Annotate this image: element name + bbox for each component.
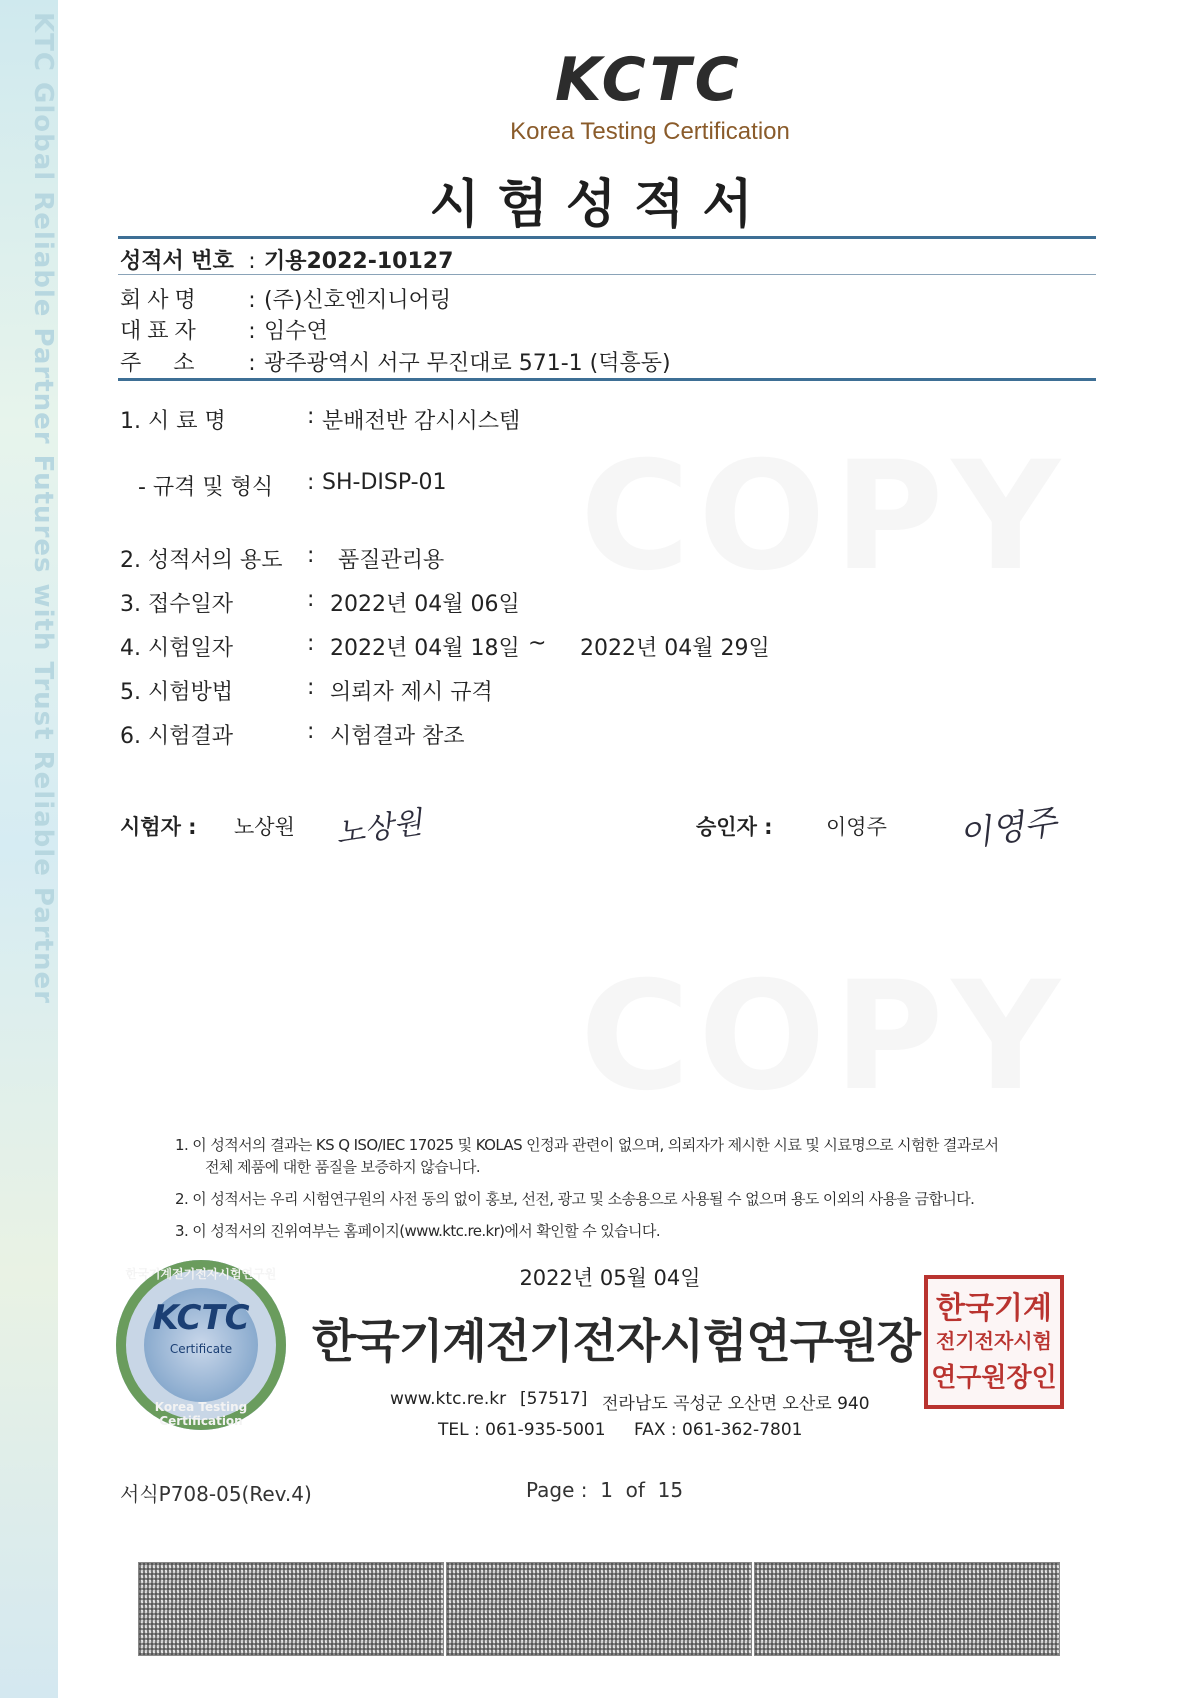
purpose-value: 품질관리용 (338, 548, 445, 573)
stamp-line-2: 전기전자시험 (936, 1329, 1052, 1353)
watermark (580, 430, 1068, 604)
side-band-text: KTC Global Reliable Partner Futures with Trust Reliable Partner (28, 12, 58, 1004)
sub-rule (118, 274, 1096, 275)
bottom-rule (118, 378, 1096, 381)
note-1-line-2: 전체 제품에 대한 품질을 보증하지 않습니다. (205, 1158, 481, 1176)
note-2: 2. 이 성적서는 우리 시험연구원의 사전 동의 없이 홍보, 선전, 광고 및 소송용으로 사용될 수 없으며 용도 이외의 사용을 금합니다. (175, 1190, 975, 1208)
report-number-value: 기용2022-10127 (264, 249, 454, 274)
report-number-row (120, 244, 453, 275)
sample-name-label: 1. 시 료 명 (120, 409, 226, 434)
method-value: 의뢰자 제시 규격 (330, 680, 493, 705)
colon: : (307, 587, 315, 612)
approver-signature: 이영주 (956, 802, 1060, 856)
colon: : (307, 719, 315, 744)
colon: : (307, 470, 315, 495)
seal-caption: Certificate (169, 1342, 233, 1356)
form-number: 서식P708-05(Rev.4) (120, 1482, 312, 1506)
stamp-line-1: 한국기계 (936, 1291, 1052, 1326)
document-title: 시험성적서 (429, 175, 771, 235)
colon: : (248, 288, 256, 313)
colon: : (248, 319, 256, 344)
note-3: 3. 이 성적서의 진위여부는 홈페이지(www.ktc.re.kr)에서 확인할 수 있습니다. (175, 1222, 660, 1240)
representative-value: 임수연 (264, 319, 328, 344)
method-row (0, 675, 1200, 705)
institute-tel: TEL : 061-935-5001 (438, 1420, 606, 1440)
page-indicator: Page : 1 of 15 (526, 1478, 684, 1502)
seal-ring-top-text: 한국기계전기전자시험연구원 (125, 1267, 277, 1281)
test-date-tilde: ~ (528, 631, 547, 656)
colon: : (307, 404, 315, 429)
model-value: SH-DISP-01 (322, 470, 447, 495)
institute-address: 전라남도 곡성군 오산면 오산로 940 (602, 1394, 870, 1414)
colon: : (307, 631, 315, 656)
ktc-logo: KCTC (555, 45, 743, 115)
tester-label: 시험자 : (120, 815, 197, 839)
test-date-from: 2022년 04월 18일 (330, 636, 520, 661)
logo-subtitle: Korea Testing Certification (510, 118, 790, 145)
colon: : (307, 675, 315, 700)
security-barcode (754, 1562, 1060, 1656)
representative-label: 대표자 (120, 319, 202, 344)
colon: : (248, 351, 256, 376)
address-row (120, 346, 671, 377)
watermark (580, 950, 1068, 1124)
received-date-label: 3. 접수일자 (120, 592, 233, 617)
approver-name: 이영주 (826, 815, 887, 839)
approver-label: 승인자 : (696, 815, 773, 839)
tester-name: 노상원 (234, 815, 295, 839)
stamp-line-3: 연구원장인 (931, 1363, 1057, 1393)
note-1-line-1: 1. 이 성적서의 결과는 KS Q ISO/IEC 17025 및 KOLAS 인정과 관련이 없으며, 의뢰자가 제시한 시료 및 시료명으로 시험한 결과로서 (175, 1136, 999, 1154)
top-rule (118, 236, 1096, 239)
institute-name: 한국기계전기전자시험연구원장 (312, 1314, 921, 1368)
purpose-label: 2. 성적서의 용도 (120, 548, 283, 573)
model-row (0, 470, 1200, 500)
company-value: (주)신호엔지니어링 (264, 288, 452, 313)
model-label: - 규격 및 형식 (138, 475, 274, 500)
official-red-stamp (924, 1275, 1064, 1409)
institute-fax: FAX : 061-362-7801 (634, 1420, 803, 1440)
test-date-row (0, 631, 1200, 661)
received-date-row (0, 587, 1200, 617)
address-value: 광주광역시 서구 무진대로 571-1 (덕흥동) (264, 351, 671, 376)
company-label: 회사명 (120, 288, 202, 313)
result-row (0, 719, 1200, 749)
institute-website: www.ktc.re.kr (390, 1389, 507, 1409)
address-label: 주 소 (120, 351, 201, 376)
seal-mark: KCTC (152, 1298, 250, 1338)
received-date-value: 2022년 04월 06일 (330, 592, 520, 617)
representative-row (120, 314, 328, 345)
tester-signature: 노상원 (333, 805, 425, 852)
test-date-to: 2022년 04월 29일 (580, 636, 770, 661)
security-barcode (138, 1562, 444, 1656)
sample-name-value: 분배전반 감시시스템 (322, 409, 521, 434)
result-value: 시험결과 참조 (330, 724, 465, 749)
institute-postcode: [57517] (520, 1389, 588, 1409)
colon: : (248, 249, 256, 274)
seal-ring-bottom-text: Korea Testing Certification (154, 1400, 248, 1428)
security-barcode (446, 1562, 752, 1656)
purpose-row (0, 543, 1200, 573)
report-number-label: 성적서 번호 (120, 249, 234, 274)
company-row (120, 283, 451, 314)
issue-date: 2022년 05월 04일 (519, 1266, 701, 1290)
result-label: 6. 시험결과 (120, 724, 233, 749)
colon: : (307, 543, 315, 568)
method-label: 5. 시험방법 (120, 680, 233, 705)
test-date-label: 4. 시험일자 (120, 636, 233, 661)
sample-name-row (0, 404, 1200, 434)
